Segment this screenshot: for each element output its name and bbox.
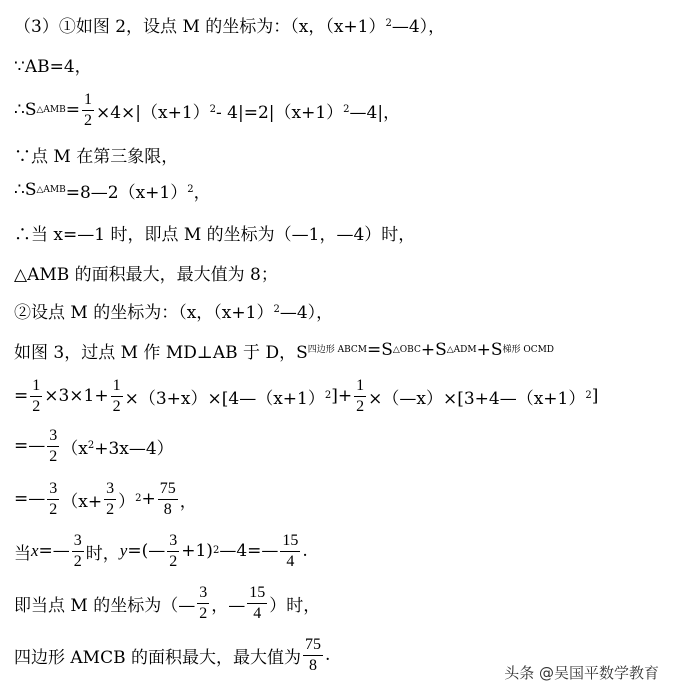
- fraction: $\frac{1}{2}$: [112, 376, 121, 415]
- line-1: （3）①如图 2，设点 M 的坐标为：（x，（x+1） 2 —4），: [14, 16, 446, 37]
- fraction: $\frac{15}{4}$: [249, 583, 266, 622]
- line-15: 四边形 AMCB 的面积最大，最大值为 $\frac{75}{8}$ .: [14, 635, 331, 674]
- line-10: = $\frac{1}{2}$ ×3×1+ $\frac{1}{2}$ ×（3+x）×[4—（x+1） 2 ]+ $\frac{1}{2}$ ×（—x）×[3+4—（x+1） 2 ]: [14, 376, 599, 415]
- line-4: ∵点 M 在第三象限，: [14, 146, 179, 167]
- line-12: =— $\frac{3}{2}$ （x+ $\frac{3}{2}$ ） 2 + $\frac{75}{8}$ ，: [14, 479, 197, 518]
- line-8: ②设点 M 的坐标为：（x，（x+1） 2 —4），: [14, 302, 334, 323]
- line-11: =— $\frac{3}{2}$ （x 2 +3x—4）: [14, 426, 174, 465]
- fraction: $\frac{1}{2}$: [83, 90, 92, 129]
- line-14: 即当点 M 的坐标为（— $\frac{3}{2}$ ，— $\frac{15}{4}$ ）时，: [14, 583, 321, 622]
- line-13: 当 x =— $\frac{3}{2}$ 时， y =(— $\frac{3}{2}$ +1) 2 —4=— $\frac{15}{4}$ .: [14, 531, 308, 570]
- line-9: 如图 3，过点 M 作 MD⊥AB 于 D，S 四边形 ABCM =S △OBC +S △ADM +S 梯形 OCMD: [14, 340, 555, 363]
- line-6: ∴当 x=—1 时，即点 M 的坐标为（—1，—4）时，: [14, 224, 416, 245]
- fraction: $\frac{3}{2}$: [169, 531, 178, 570]
- line-3: ∴S △AMB = $\frac{1}{2}$ ×4×|（x+1） 2 - 4|=2|（x+1） 2 —4|，: [14, 90, 401, 129]
- line-2: ∵AB=4，: [14, 56, 92, 77]
- fraction: $\frac{3}{2}$: [73, 531, 82, 570]
- fraction: $\frac{3}{2}$: [49, 426, 58, 465]
- line-7: △AMB 的面积最大，最大值为 8；: [14, 264, 278, 285]
- fraction: $\frac{3}{2}$: [199, 583, 208, 622]
- fraction: $\frac{1}{2}$: [32, 376, 41, 415]
- fraction: $\frac{75}{8}$: [159, 479, 176, 518]
- fraction: $\frac{75}{8}$: [305, 635, 321, 674]
- fraction: $\frac{1}{2}$: [356, 376, 365, 415]
- fraction: $\frac{15}{4}$: [282, 531, 299, 570]
- watermark: 头条 @吴国平数学教育: [504, 664, 659, 682]
- fraction: $\frac{3}{2}$: [49, 479, 58, 518]
- fraction: $\frac{3}{2}$: [106, 479, 115, 518]
- line-5: ∴S △AMB =8—2（x+1） 2 ，: [14, 180, 211, 203]
